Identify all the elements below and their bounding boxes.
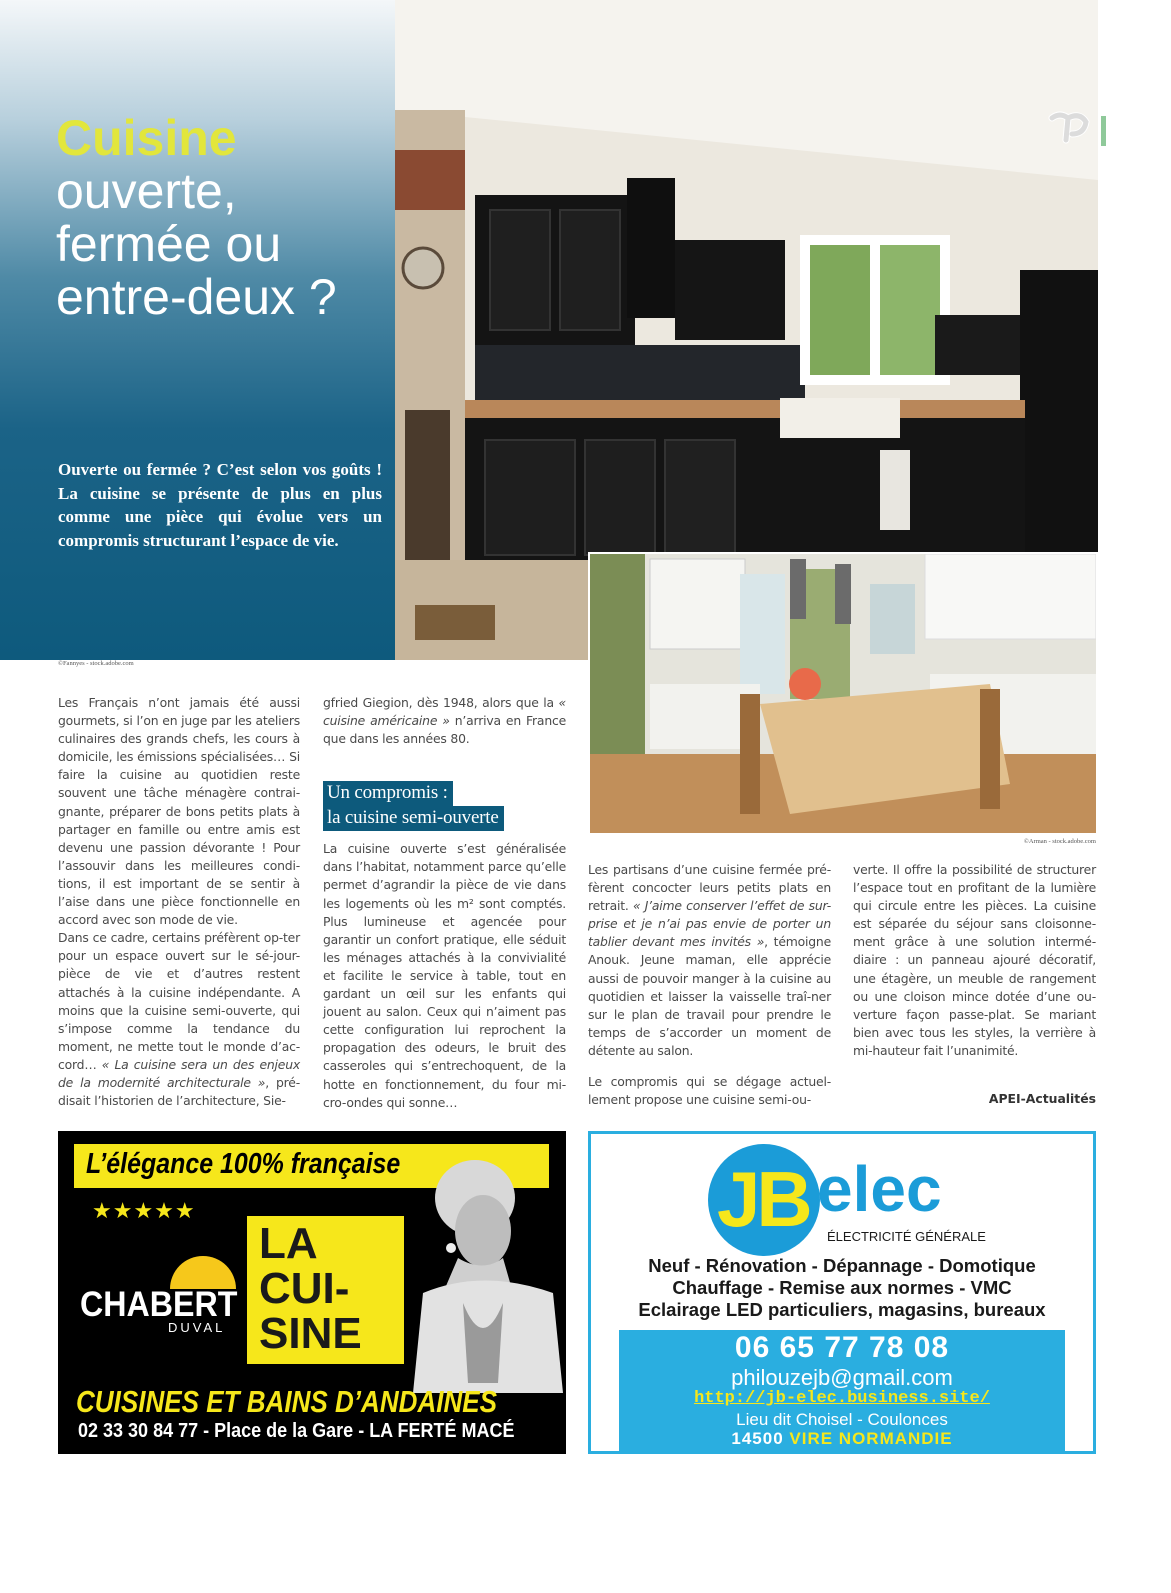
ad-bottom-title: CUISINES ET BAINS D’ANDAINES xyxy=(76,1384,498,1419)
quote: « cuisine américaine » xyxy=(323,695,566,729)
article-column-3 xyxy=(588,861,831,1109)
ad-address: 02 33 30 84 77 - Place de la Gare - LA FERTÉ MACÉ xyxy=(78,1420,515,1442)
box-line: LA xyxy=(259,1219,318,1268)
paragraph: La cuisine ouverte s’est généralisée dans l’habitat, notamment parce qu’elle permet d’agrandir la pièce de vie dans les logements où les m² sont comptés. Plus lumineuse et agencée pour garantir un confort pratique, elle séduit les ménages attachés à la convivialité et facilite le service à table, tout en gardant un œil sur les enfants qui jouent au salon. Ceux qui n’aiment pas cette configuration lui reprochent la propagation des odeurs, le bruit des casseroles qui s’entrechoquent, de la hotte en fonctionnement, du four mi-cro-ondes qui sonne… xyxy=(323,841,566,1110)
paragraph: Le compromis qui se dégage actuel-lement propose une cuisine semi-ou- xyxy=(588,1074,831,1108)
quote: « J’aime conserver l’effet de sur-prise et je n’ai pas envie de porter un tablier devant mes invités » xyxy=(588,898,831,950)
woman-portrait-image xyxy=(403,1153,563,1393)
light-kitchen-illustration xyxy=(590,554,1096,833)
box-line: CUI- xyxy=(259,1264,350,1313)
paragraph: Les partisans d’une cuisine fermée pré-fèrent concocter leurs petits plats en retrait. « J’aime conserver l’effet de sur-prise et je n’ai pas envie de porter un tablier devant mes invités », témoigne Anouk. Jeune maman, elle apprécie aussi de pouvoir manger à la cuisine au quotidien et laisser la vaisselle traî-ner sur le plan de travail pour prendre le temps de s’accorder un moment de détente au salon. xyxy=(588,862,831,1058)
lead-paragraph: Ouverte ou fermée ? C’est selon vos goûts ! La cuisine se présente de plus en plus comme une pièce qui évolue vers un compromis structurant l’espace de vie. xyxy=(58,460,382,550)
quote: « La cuisine sera un des enjeux de la modernité architecturale » xyxy=(58,1056,301,1090)
logo-elec: elec xyxy=(817,1153,942,1225)
city-name: VIRE NORMANDIE xyxy=(789,1429,953,1448)
ad-slogan: L’élégance 100% française xyxy=(86,1148,401,1180)
address-city xyxy=(619,1429,1065,1449)
paragraph: Dans ce cadre, certains préfèrent op-ter pour un espace ouvert sur le sé-jour-pièce de vie et d’autres restent attachés à la cuisine indépendante. A moins que la cuisine semi-ouverte, qui s’impose comme la tendance du moment, ne mette tout le monde d’ac-cord… « La cuisine sera un des enjeux de la modernité architecturale », pré-disait l’historien de l’architecture, Sie- xyxy=(58,930,301,1109)
address-place: Lieu dit Choisel - Coulonces xyxy=(736,1410,948,1429)
article-column-4 xyxy=(853,861,1096,1060)
phone-number[interactable]: 06 65 77 78 08 xyxy=(734,1331,950,1364)
postcode: 14500 xyxy=(731,1429,784,1448)
jbelec-advertisement[interactable] xyxy=(588,1131,1096,1454)
services-line: Eclairage LED particuliers, magasins, bureaux xyxy=(638,1299,1046,1320)
services-line: Chauffage - Remise aux normes - VMC xyxy=(672,1277,1012,1298)
article-column-1 xyxy=(58,694,300,1110)
title-highlight: Cuisine xyxy=(56,110,237,166)
email-link[interactable]: philouzejb@gmail.com xyxy=(731,1365,953,1390)
box-line: SINE xyxy=(259,1309,362,1358)
paragraph: gfried Giegion, dès 1948, alors que la « cuisine américaine » n’arriva en France que dans les années 80. xyxy=(323,695,567,747)
title-rest: ouverte, fermée ou entre-deux ? xyxy=(56,163,337,325)
logo-subtitle: ÉLECTRICITÉ GÉNÉRALE xyxy=(827,1229,986,1244)
contact-panel xyxy=(619,1330,1065,1451)
page-title xyxy=(56,112,386,324)
la-cuisine-box xyxy=(247,1216,404,1364)
photo-credit-1: ©Fannyes - stock.adobe.com xyxy=(58,660,134,667)
subheading xyxy=(323,781,566,831)
chabert-advertisement[interactable] xyxy=(58,1131,566,1454)
paragraph: verte. Il offre la possibilité de structurer l’espace tout en profitant de la lumière qui circule entre les pièces. La cuisine est séparée du séjour sans cloisonne-ment grâce à une solution intermé-diaire : un panneau ajouré décoratif, une étagère, un meuble de rangement ou une cloison mince dotée d’une ou-verture façon passe-plat. Se mariant bien avec tous les styles, la verrière à mi-hauteur fait l’unanimité. xyxy=(853,862,1096,1058)
rating-stars: ★★★★★ xyxy=(92,1198,196,1223)
services-line: Neuf - Rénovation - Dépannage - Domotique xyxy=(648,1255,1036,1276)
light-kitchen-photo xyxy=(588,552,1098,835)
logo-jb: JB xyxy=(717,1155,809,1243)
page-marker-bar xyxy=(1101,116,1106,146)
brand-name: CHABERT xyxy=(80,1285,238,1324)
paragraph: Les Français n’ont jamais été aussi gourmets, si l’on en juge par les ateliers culinaires des grands chefs, les cours à domicile, les émissions spécialisées… Si faire la cuisine au quotidien reste souvent une tâche ménagère contrai-gnante, préparer de bons petits plats à partager en famille ou entre amis est devenu une passion dévorante ! Pour l’assouvir dans les meilleures condi-tions, il est important de se sentir à l’aise dans une pièce fonctionnelle en accord avec son mode de vie. xyxy=(58,695,300,928)
subheading-line-1: Un compromis : xyxy=(323,781,453,806)
photo-credit-2: ©Arman - stock.adobe.com xyxy=(1023,838,1096,845)
brand-subname: DUVAL xyxy=(168,1320,226,1335)
subheading-line-2: la cuisine semi-ouverte xyxy=(323,806,504,831)
website-link[interactable]: http://jb-elec.business.site/ xyxy=(694,1389,990,1408)
magazine-logo-icon xyxy=(1048,110,1090,148)
article-column-2 xyxy=(323,694,566,1112)
article-signature: APEI-Actualités xyxy=(988,1091,1096,1106)
hero-panel xyxy=(0,0,395,660)
